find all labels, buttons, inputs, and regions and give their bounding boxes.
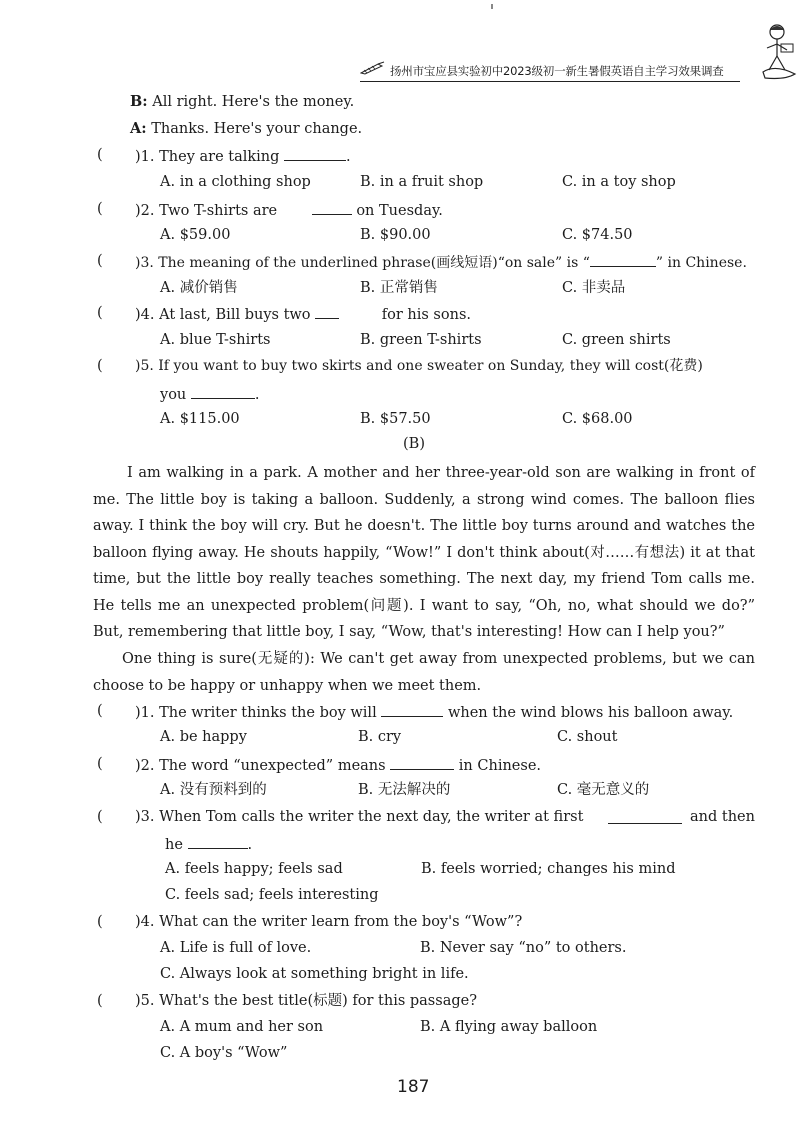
question-stem-line2 [165,834,252,854]
question-text-end: when the wind blows his balloon away. [447,705,734,721]
page-header [360,58,740,82]
question-text: Two T-shirts are [159,203,278,219]
question-text-end: . [346,149,351,165]
dialog-text-b: All right. Here's the money. [152,94,355,110]
answer-blank[interactable] [315,304,339,319]
question-text: When Tom calls the writer the next day, the writer at first [159,809,584,825]
option-c[interactable]: C. Always look at something bright in life. [160,966,469,982]
question-number: )2. [135,758,155,774]
question-stem [135,357,703,375]
question-stem [135,913,522,931]
question-text: The writer thinks the boy will [159,705,377,721]
reading-girl-icon [755,20,800,80]
option-b[interactable]: B. 正常销售 [360,280,438,296]
header-title: 扬州市宝应县实验初中2023级初一新生暑假英语自主学习效果调查 [390,64,724,78]
pen-icon [360,61,386,75]
option-a[interactable]: A. feels happy; feels sad [165,861,343,877]
header-rule [360,81,740,82]
question-number: )3. [135,255,154,271]
option-a[interactable]: A. 没有预料到的 [160,782,267,798]
option-a[interactable]: A. Life is full of love. [160,940,312,956]
answer-paren[interactable]: ( [97,703,103,719]
scan-mark [491,4,493,9]
answer-blank[interactable] [284,146,346,161]
answer-blank[interactable] [381,702,443,717]
question-number: )1. [135,149,155,165]
answer-paren[interactable]: ( [97,147,103,163]
question-text: They are talking [159,149,280,165]
question-stem [135,200,443,220]
option-b[interactable]: B. in a fruit shop [360,174,484,190]
answer-blank[interactable] [188,834,248,849]
option-c[interactable]: C. in a toy shop [562,174,676,190]
option-a[interactable]: A. A mum and her son [160,1019,324,1035]
question-text: The word “unexpected” means [159,758,386,774]
question-stem-line2 [160,384,259,404]
passage-paragraph-1: I am walking in a park. A mother and her three-year-old son are walking in front of me. The little boy is taking a balloon. Suddenly, a strong wind comes. The balloon flies away. I think the boy will cry. But he doesn't. The little boy turns around and watches the balloon flying away. He shouts happily, “Wow!” I don't think about(对……有想法) it at that time, but the little boy really teaches something. The next day, my friend Tom calls me. He tells me an unexpected problem(问题). I want to say, “Oh, no, what should we do?” But, remembering that little boy, I say, “Wow, that's interesting! How can I help you?” [93,465,755,640]
question-number: )4. [135,307,155,323]
question-number: )1. [135,705,155,721]
question-text-end: . [254,387,260,403]
question-text: you [160,387,187,403]
question-text: The meaning of the underlined phrase(画线短语)“on sale” is “ [158,255,590,271]
speaker-a: A: [130,120,147,137]
option-c[interactable]: C. green shirts [562,332,671,348]
option-a[interactable]: A. blue T-shirts [160,332,271,348]
question-text-end: on Tuesday. [356,203,443,219]
question-text-end: for his sons. [381,307,471,323]
question-text-end: . [247,837,253,853]
option-b[interactable]: B. feels worried; changes his mind [421,861,676,877]
answer-blank[interactable] [590,252,656,267]
question-stem [135,992,477,1010]
question-number: )4. [135,914,155,930]
question-number: )3. [135,809,155,825]
answer-blank[interactable] [191,384,255,399]
answer-paren[interactable]: ( [97,305,103,321]
option-b[interactable]: B. $90.00 [360,227,431,243]
option-b[interactable]: B. A flying away balloon [420,1019,598,1035]
option-a[interactable]: A. be happy [160,729,247,745]
option-c[interactable]: C. A boy's “Wow” [160,1045,288,1061]
answer-blank[interactable] [312,200,352,215]
question-stem [135,755,541,775]
passage-paragraph-2: One thing is sure(无疑的): We can't get away from unexpected problems, but we can choose to be happy or unhappy when we meet them. [93,651,755,694]
question-text-end: in Chinese. [458,758,542,774]
option-b[interactable]: B. green T-shirts [360,332,482,348]
speaker-b: B: [130,93,148,110]
question-number: )2. [135,203,155,219]
question-text: At last, Bill buys two [159,307,311,323]
answer-paren[interactable]: ( [97,358,103,374]
question-stem [135,304,471,324]
option-a[interactable]: A. 减价销售 [160,280,238,296]
option-c[interactable]: C. 非卖品 [562,280,626,296]
option-c[interactable]: C. shout [557,729,618,745]
option-a[interactable]: A. in a clothing shop [160,174,311,190]
question-stem [135,252,747,272]
option-b[interactable]: B. Never say “no” to others. [420,940,627,956]
dialog-text-a: Thanks. Here's your change. [151,121,363,137]
option-c[interactable]: C. $74.50 [562,227,633,243]
question-text-end: ” in Chinese. [655,255,747,271]
question-number: )5. [135,993,155,1009]
question-text: If you want to buy two skirts and one sweater on Sunday, they will cost(花费) [158,358,703,374]
answer-paren[interactable]: ( [97,993,103,1009]
answer-blank[interactable] [390,755,454,770]
question-stem [135,146,351,166]
option-b[interactable]: B. $57.50 [360,411,431,427]
section-b-title: (B) [403,436,425,452]
answer-paren[interactable]: ( [97,201,103,217]
dialog-line-a [130,120,362,138]
question-number: )5. [135,358,154,374]
option-a[interactable]: A. $59.00 [160,227,231,243]
dialog-line-b [130,93,354,111]
answer-paren[interactable]: ( [97,253,103,269]
answer-paren[interactable]: ( [97,809,103,825]
option-c[interactable]: C. $68.00 [562,411,633,427]
option-a[interactable]: A. $115.00 [160,411,240,427]
option-c[interactable]: C. feels sad; feels interesting [165,887,379,903]
question-text: What can the writer learn from the boy's “Wow”? [159,914,523,930]
question-text: What's the best title(标题) for this passage? [159,993,477,1009]
answer-paren[interactable]: ( [97,756,103,772]
answer-blank[interactable] [608,809,682,824]
option-c[interactable]: C. 毫无意义的 [557,782,650,798]
answer-paren[interactable]: ( [97,914,103,930]
question-text: he [165,837,183,853]
question-text-end: and then [690,809,755,825]
question-stem [135,702,733,722]
option-b[interactable]: B. 无法解决的 [358,782,451,798]
option-b[interactable]: B. cry [358,729,402,745]
page-number: 187 [397,1077,430,1097]
